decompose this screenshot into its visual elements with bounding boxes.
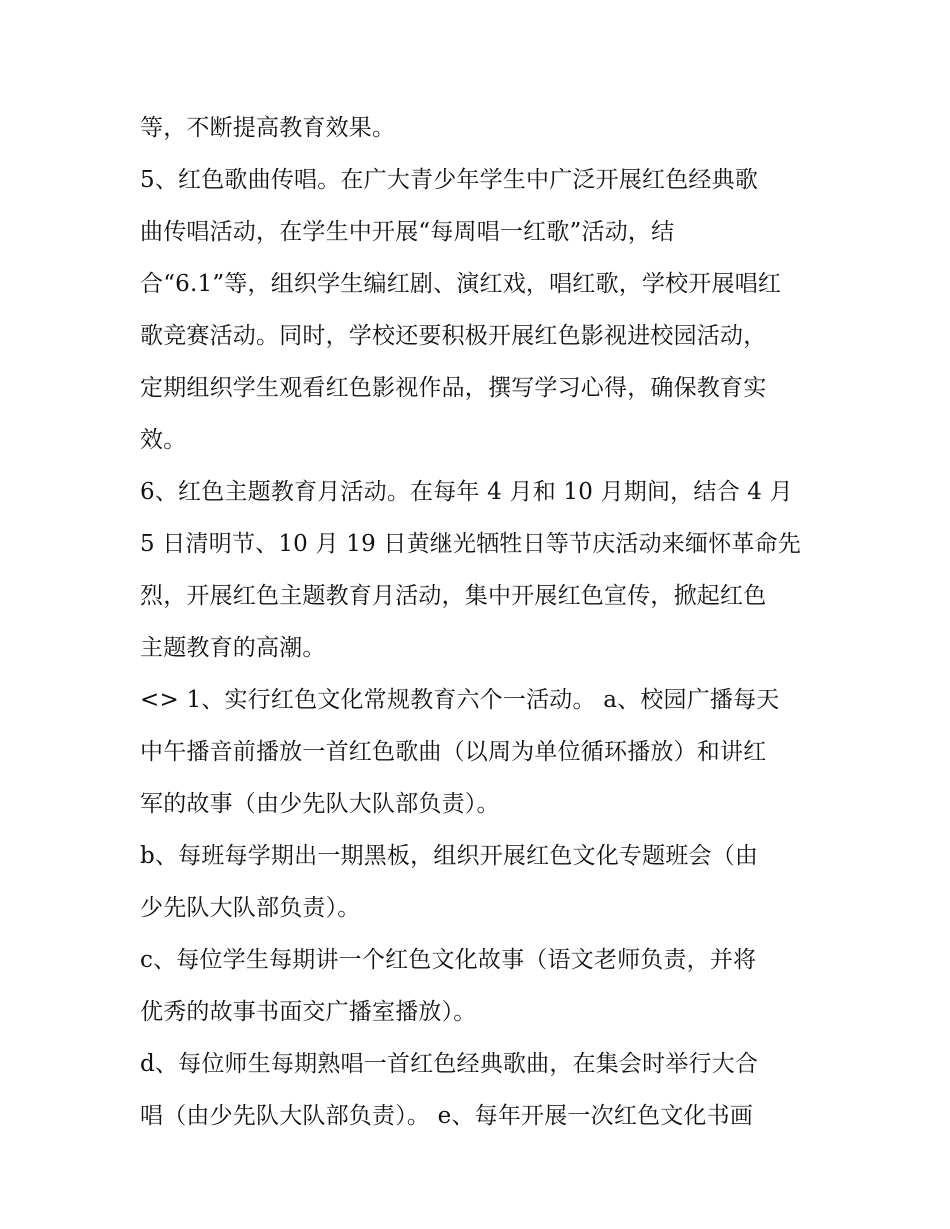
text-line: 歌竞赛活动。同时，学校还要积极开展红色影视进校园活动， <box>140 323 767 349</box>
text-line: 5、红色歌曲传唱。在广大青少年学生中广泛开展红色经典歌 <box>140 167 759 193</box>
text-line: 中午播音前播放一首红色歌曲（以周为单位循环播放）和讲红 <box>140 739 767 765</box>
text-line: 定期组织学生观看红色影视作品，撰写学习心得，确保教育实 <box>140 375 767 401</box>
text-line: 5 日清明节、10 月 19 日黄继光牺牲日等节庆活动来缅怀革命先 <box>140 531 802 557</box>
text-line: 效。 <box>140 427 187 453</box>
text-line: 等，不断提高教育效果。 <box>140 115 396 141</box>
text-line: 军的故事（由少先队大队部负责）。 <box>140 791 500 817</box>
text-line: d、每位师生每期熟唱一首红色经典歌曲，在集会时举行大合 <box>140 1051 759 1077</box>
text-line: b、每班每学期出一期黑板，组织开展红色文化专题班会（由 <box>140 843 759 869</box>
text-line: 烈，开展红色主题教育月活动，集中开展红色宣传，掀起红色 <box>140 583 767 609</box>
text-line: 唱（由少先队大队部负责）。 e、每年开展一次红色文化书画 <box>140 1103 754 1129</box>
text-line: 优秀的故事书面交广播室播放）。 <box>140 999 477 1025</box>
text-line: 曲传唱活动，在学生中开展“每周唱一红歌”活动，结 <box>140 219 675 245</box>
body-text <box>140 102 820 1142</box>
text-line: 6、红色主题教育月活动。在每年 4 月和 10 月期间，结合 4 月 <box>140 479 793 505</box>
text-line: 合“6.1”等，组织学生编红剧、演红戏，唱红歌，学校开展唱红 <box>140 271 782 297</box>
text-line: 主题教育的高潮。 <box>140 635 326 661</box>
text-line: c、每位学生每期讲一个红色文化故事（语文老师负责，并将 <box>140 947 757 973</box>
text-line: 少先队大队部负责）。 <box>140 895 361 921</box>
text-line: <> 1、实行红色文化常规教育六个一活动。 a、校园广播每天 <box>140 687 780 713</box>
